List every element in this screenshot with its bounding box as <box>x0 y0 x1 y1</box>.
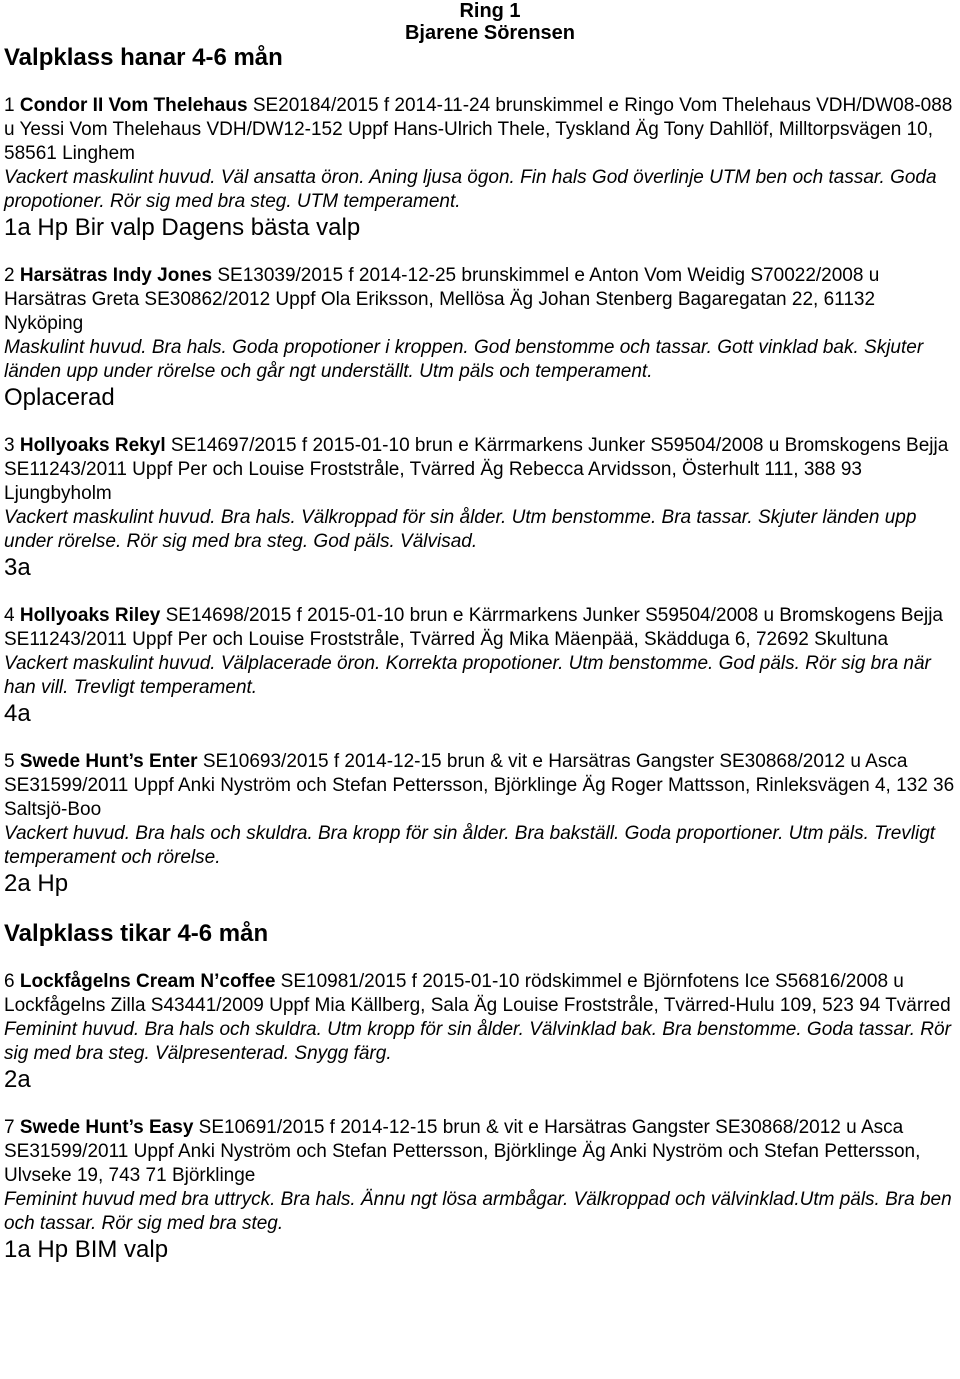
dog-details: SE13039/2015 f 2014-12-25 brunskimmel e Anton Vom Weidig S70022/2008 u Harsätras Greta SE30862/2012 Uppf Ola Eriksson, Mellösa Äg Johan Stenberg Bagaregatan 22, 61132 Nyköping <box>4 265 880 334</box>
dog-details: SE10691/2015 f 2014-12-15 brun & vit e Harsätras Gangster SE30868/2012 u Asca SE31599/2011 Uppf Anki Nyström och Stefan Pettersson, Björklinge Äg Anki Nyström och Stefan Pettersson, Ulvseke 19, 743 71 Björklinge <box>4 1117 921 1186</box>
spacer <box>4 72 956 94</box>
dog-details: SE14697/2015 f 2015-01-10 brun e Kärrmarkens Junker S59504/2008 u Bromskogens Bejja SE11243/2011 Uppf Per och Louise Froststråle, Tvärred Äg Rebecca Arvidsson, Österhult 111, 388 93 Ljungbyholm <box>4 435 949 504</box>
dog-name: Lockfågelns Cream N’coffee <box>19 971 276 992</box>
entry-registration <box>4 1116 956 1188</box>
entry-number: 7 <box>4 1117 15 1138</box>
spacer <box>4 898 956 920</box>
entry-number: 4 <box>4 605 15 626</box>
dog-details: SE10981/2015 f 2015-01-10 rödskimmel e Björnfotens Ice S56816/2008 u Lockfågelns Zilla S43441/2009 Uppf Mia Källberg, Sala Äg Louise Froststråle, Tvärred-Hulu 109, 523 94 Tvärred <box>4 971 951 1016</box>
dog-entry <box>4 434 956 582</box>
entry-result: 1a Hp BIM valp <box>4 1236 169 1263</box>
dog-details: SE20184/2015 f 2014-11-24 brunskimmel e Ringo Vom Thelehaus VDH/DW08-088 u Yessi Vom Thelehaus VDH/DW12-152 Uppf Hans-Ulrich Thele, Tyskland Äg Tony Dahllöf, Milltorpsvägen 10, 58561 Linghem <box>4 95 953 164</box>
class-section <box>4 920 956 1264</box>
dog-name: Hollyoaks Rekyl <box>19 435 166 456</box>
judge-name: Bjarene Sörensen <box>404 22 576 44</box>
dog-entry <box>4 94 956 242</box>
entry-registration <box>4 434 956 506</box>
entry-result: 1a Hp Bir valp Dagens bästa valp <box>4 214 361 241</box>
entry-result: 2a <box>4 1066 31 1093</box>
entry-registration <box>4 264 956 336</box>
entry-number: 5 <box>4 751 15 772</box>
spacer <box>4 1094 956 1116</box>
entry-number: 3 <box>4 435 15 456</box>
dog-name: Swede Hunt’s Enter <box>19 751 198 772</box>
judge-critique: Feminint huvud med bra uttryck. Bra hals. Ännu ngt lösa armbågar. Välkroppad och välvinklad.Utm päls. Bra ben och tassar. Rör sig med bra steg. <box>4 1189 952 1234</box>
judge-critique: Vackert huvud. Bra hals och skuldra. Bra kropp för sin ålder. Bra bakställ. Goda proportioner. Utm päls. Trevligt temperament och rörelse. <box>4 823 936 868</box>
class-title: Valpklass tikar 4-6 mån <box>4 920 269 947</box>
judge-critique: Maskulint huvud. Bra hals. Goda propotioner i kroppen. God benstomme och tassar. Gott vinklad bak. Skjuter länden upp under rörelse och går ngt underställt. Utm päls och temperament. <box>4 337 924 382</box>
entry-registration <box>4 750 956 822</box>
entry-number: 2 <box>4 265 15 286</box>
entry-number: 1 <box>4 95 15 116</box>
dog-details: SE14698/2015 f 2015-01-10 brun e Kärrmarkens Junker S59504/2008 u Bromskogens Bejja SE11243/2011 Uppf Per och Louise Froststråle, Tvärred Äg Mika Mäenpää, Skädduga 6, 72692 Skultuna <box>4 605 943 650</box>
class-section <box>4 44 956 920</box>
dog-entry <box>4 264 956 412</box>
dog-entry <box>4 970 956 1094</box>
entry-number: 6 <box>4 971 15 992</box>
spacer <box>4 728 956 750</box>
dog-details: SE10693/2015 f 2014-12-15 brun & vit e Harsätras Gangster SE30868/2012 u Asca SE31599/2011 Uppf Anki Nyström och Stefan Pettersson, Björklinge Äg Roger Mattsson, Rinleksvägen 4, 132 36 Saltsjö-Boo <box>4 751 955 820</box>
dog-name: Condor II Vom Thelehaus <box>19 95 248 116</box>
entry-result: 4a <box>4 700 31 727</box>
ring-title: Ring 1 <box>459 0 521 22</box>
dog-entry <box>4 604 956 728</box>
spacer <box>4 582 956 604</box>
entry-registration <box>4 970 956 1018</box>
spacer <box>4 948 956 970</box>
results-content <box>4 44 956 1264</box>
dog-name: Harsätras Indy Jones <box>19 265 213 286</box>
spacer <box>4 412 956 434</box>
dog-entry <box>4 1116 956 1264</box>
dog-entry <box>4 750 956 898</box>
entry-registration <box>4 94 956 166</box>
judge-critique: Vackert maskulint huvud. Välplacerade öron. Korrekta propotioner. Utm benstomme. God päls. Rör sig bra när han vill. Trevligt temperament. <box>4 653 931 698</box>
dog-name: Swede Hunt’s Easy <box>19 1117 194 1138</box>
dog-name: Hollyoaks Riley <box>19 605 161 626</box>
spacer <box>4 242 956 264</box>
entry-result: Oplacerad <box>4 384 115 411</box>
entry-result: 2a Hp <box>4 870 69 897</box>
entry-result: 3a <box>4 554 31 581</box>
judge-critique: Feminint huvud. Bra hals och skuldra. Utm kropp för sin ålder. Välvinklad bak. Bra benstomme. Goda tassar. Rör sig med bra steg. Välpresenterad. Snygg färg. <box>4 1019 951 1064</box>
class-title: Valpklass hanar 4-6 mån <box>4 44 283 71</box>
entry-registration <box>4 604 956 652</box>
judge-critique: Vackert maskulint huvud. Bra hals. Välkroppad för sin ålder. Utm benstomme. Bra tassar. Skjuter länden upp under rörelse. Rör sig med bra steg. God päls. Välvisad. <box>4 507 917 552</box>
judge-critique: Vackert maskulint huvud. Väl ansatta öron. Aning ljusa ögon. Fin hals God överlinje UTM ben och tassar. Goda propotioner. Rör sig med bra steg. UTM temperament. <box>4 167 937 212</box>
